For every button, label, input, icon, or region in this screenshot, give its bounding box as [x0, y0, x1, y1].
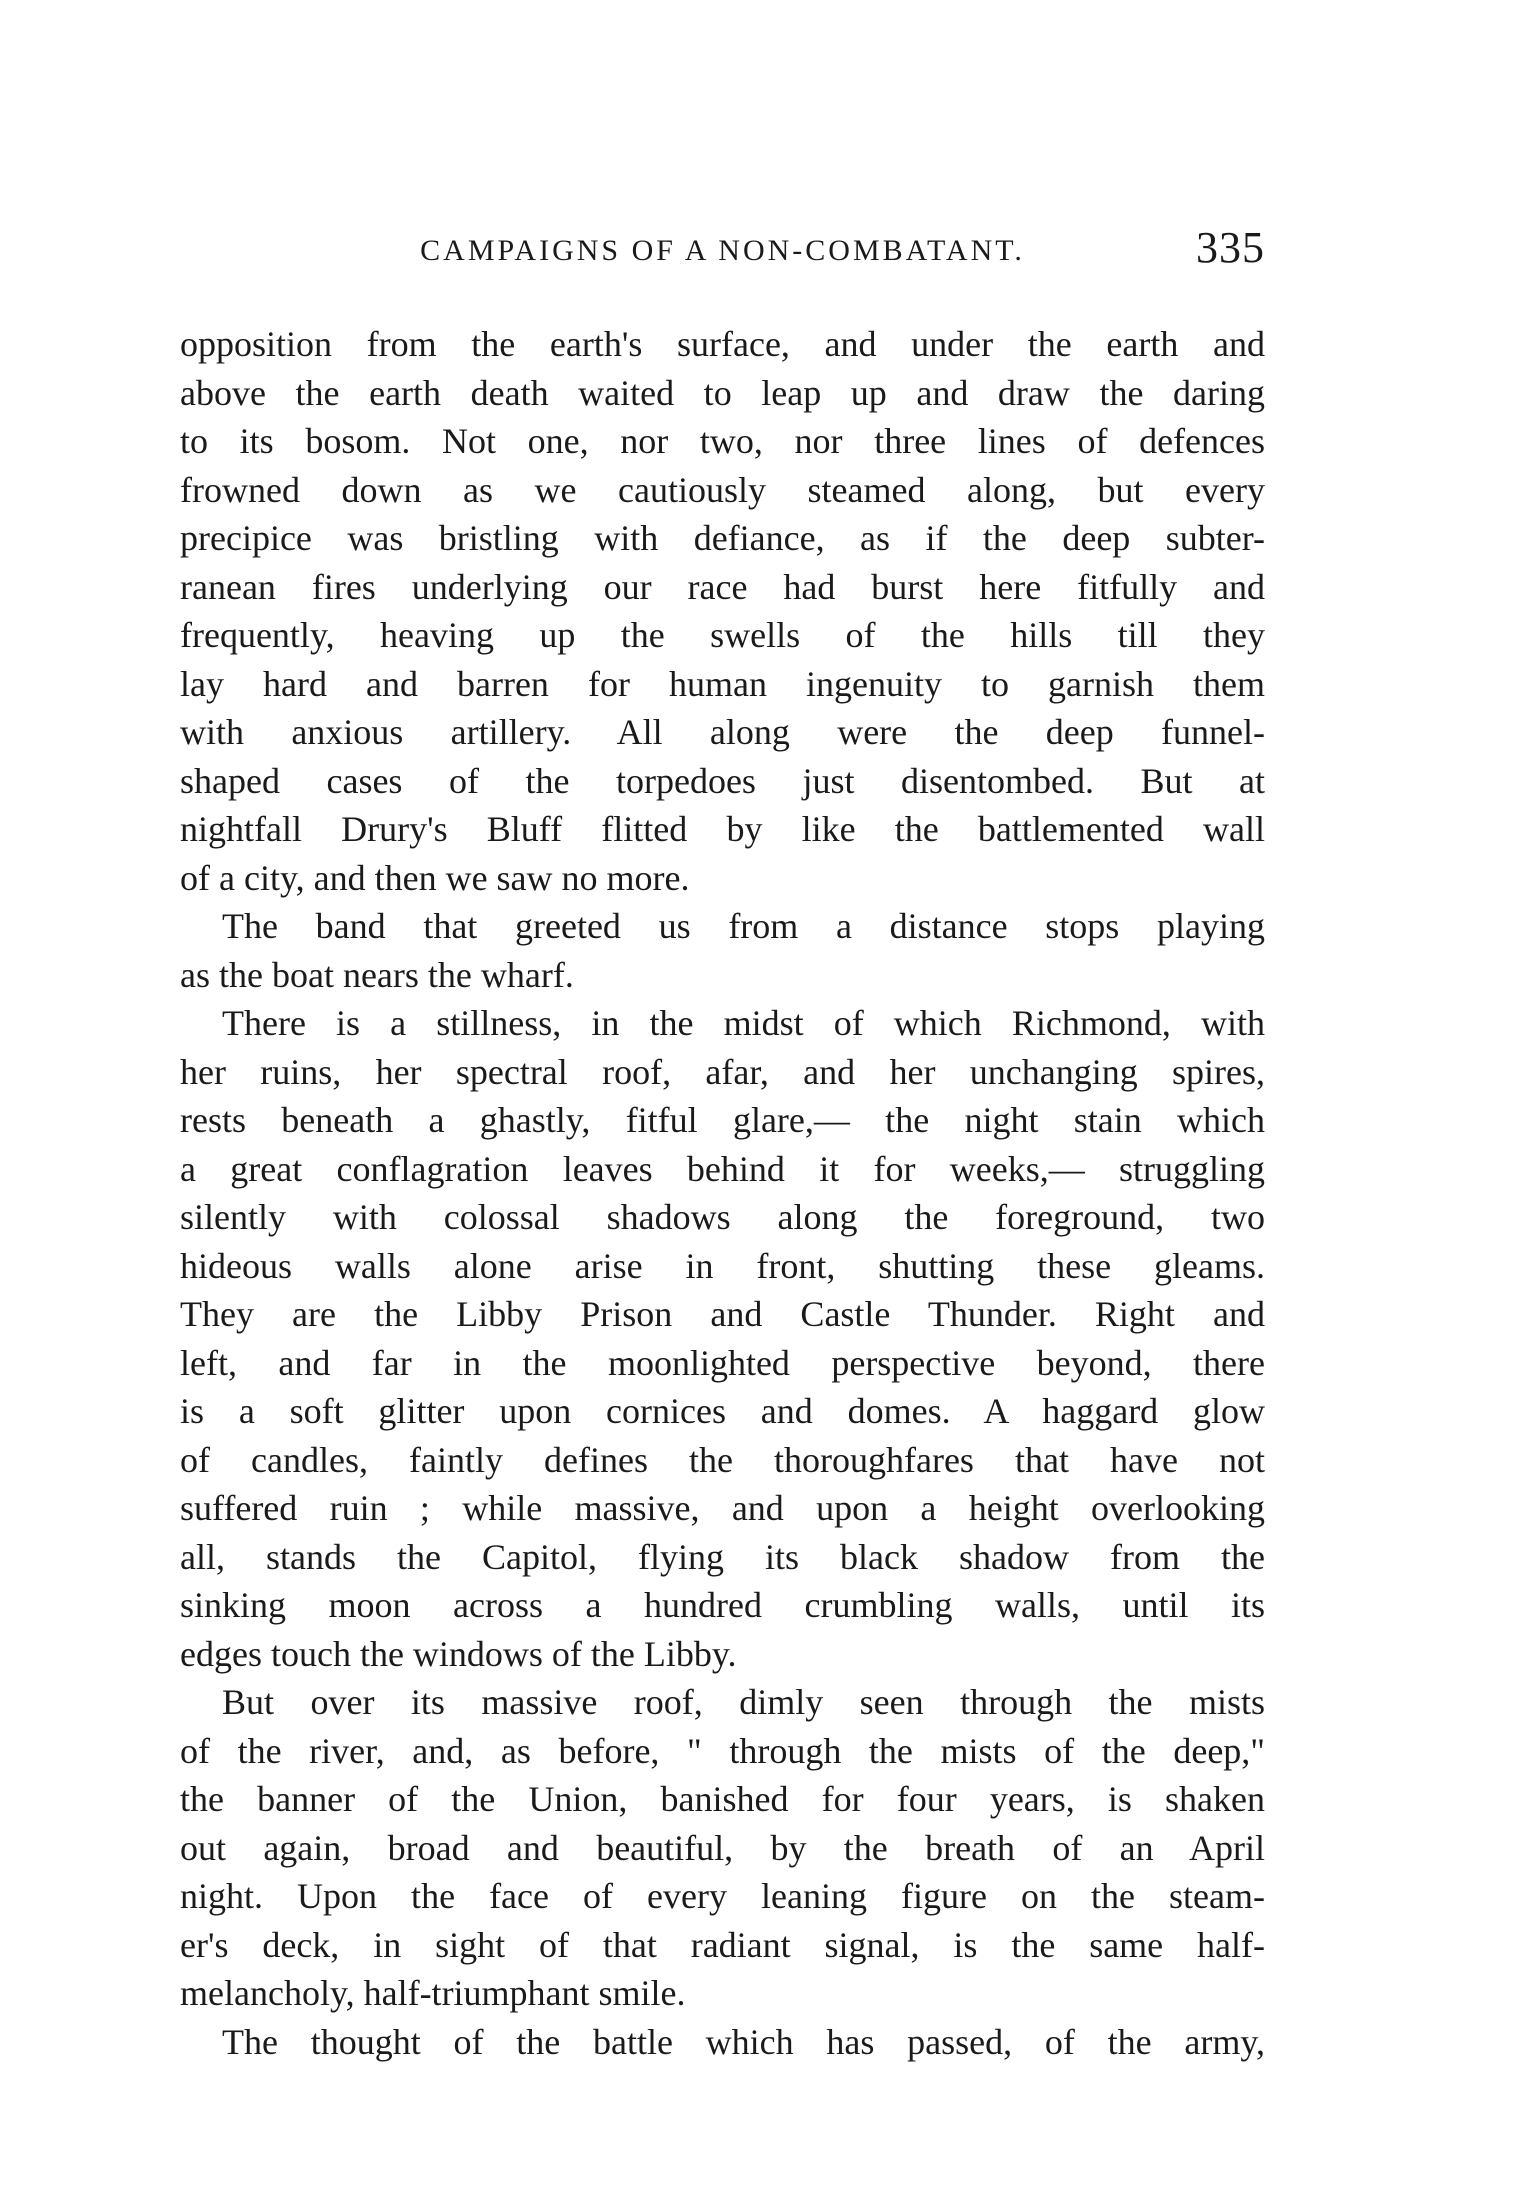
text-line: nightfall Drury's Bluff flitted by like the battlemented wall [180, 809, 1265, 849]
text-line: the banner of the Union, banished for four years, is shaken [180, 1779, 1265, 1819]
text-line: precipice was bristling with defiance, as if the deep subter- [180, 518, 1265, 558]
page-number: 335 [1196, 223, 1265, 272]
text-line: edges touch the windows of the Libby. [180, 1633, 737, 1674]
text-line: of a city, and then we saw no more. [180, 857, 690, 898]
text-line: opposition from the earth's surface, and under the earth and [180, 324, 1265, 364]
text-line: shaped cases of the torpedoes just disentombed. But at [180, 760, 1265, 801]
text-line: a great conflagration leaves behind it for weeks,— struggling [180, 1148, 1265, 1189]
text-line: of candles, faintly defines the thoroughfares that have not [180, 1439, 1265, 1480]
paragraph-first-line: The band that greeted us from a distance stops playing [222, 906, 1265, 946]
running-title: CAMPAIGNS OF A NON-COMBATANT. [420, 234, 1025, 267]
text-line: left, and far in the moonlighted perspective beyond, there [180, 1342, 1265, 1383]
text-line: lay hard and barren for human ingenuity to garnish them [180, 663, 1265, 704]
text-line: er's deck, in sight of that radiant signal, is the same half- [180, 1924, 1265, 1965]
text-line: frowned down as we cautiously steamed along, but every [180, 469, 1265, 510]
text-line: silently with colossal shadows along the foreground, two [180, 1197, 1265, 1237]
text-line: her ruins, her spectral roof, afar, and her unchanging spires, [180, 1051, 1265, 1092]
paragraph-first-line: The thought of the battle which has passed, of the army, [222, 2021, 1265, 2062]
text-line: sinking moon across a hundred crumbling walls, until its [180, 1585, 1265, 1625]
text-line: out again, broad and beautiful, by the breath of an April [180, 1827, 1265, 1868]
text-line: hideous walls alone arise in front, shutting these gleams. [180, 1245, 1265, 1286]
text-line: rests beneath a ghastly, fitful glare,— the night stain which [180, 1100, 1265, 1140]
text-line: They are the Libby Prison and Castle Thunder. Right and [180, 1294, 1265, 1334]
text-line: above the earth death waited to leap up and draw the daring [180, 372, 1265, 413]
text-line: melancholy, half-triumphant smile. [180, 1973, 686, 2013]
text-line: all, stands the Capitol, flying its black shadow from the [180, 1536, 1265, 1577]
text-line: is a soft glitter upon cornices and domes. A haggard glow [180, 1391, 1265, 1431]
body-text [180, 320, 1265, 2066]
text-line: to its bosom. Not one, nor two, nor three lines of defences [180, 421, 1265, 461]
paragraph-first-line: But over its massive roof, dimly seen through the mists [222, 1682, 1265, 1722]
text-line: night. Upon the face of every leaning figure on the steam- [180, 1876, 1265, 1916]
text-line: of the river, and, as before, " through the mists of the deep," [180, 1730, 1265, 1771]
text-line: frequently, heaving up the swells of the hills till they [180, 615, 1265, 655]
text-line: suffered ruin ; while massive, and upon a height overlooking [180, 1488, 1265, 1528]
text-line: ranean fires underlying our race had burst here fitfully and [180, 566, 1265, 607]
paragraph-first-line: There is a stillness, in the midst of which Richmond, with [222, 1003, 1265, 1043]
text-line: with anxious artillery. All along were the deep funnel- [180, 712, 1265, 752]
text-line: as the boat nears the wharf. [180, 954, 574, 995]
running-head [180, 222, 1265, 272]
